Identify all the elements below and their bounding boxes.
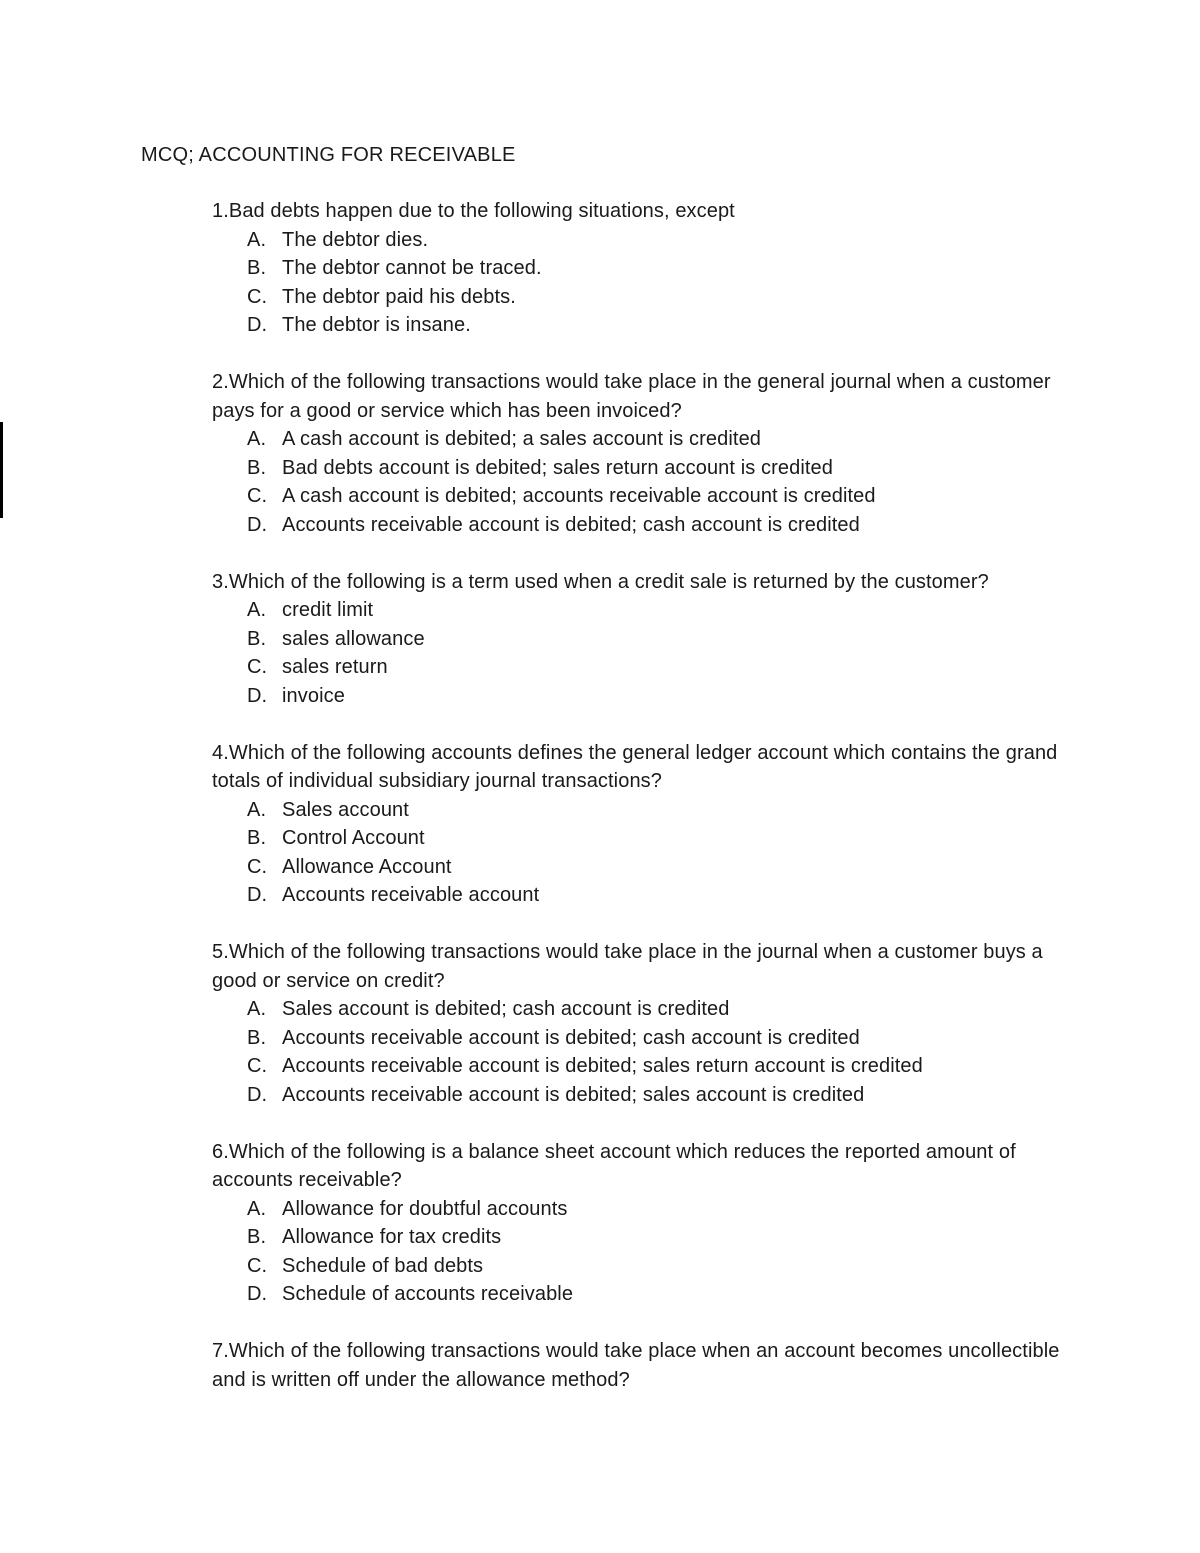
option-letter: B. — [247, 456, 267, 479]
question-6 — [212, 1138, 1072, 1309]
option-letter: D. — [247, 314, 268, 336]
option-b — [212, 1024, 1072, 1053]
option-list — [212, 796, 1072, 910]
option-text: A cash account is debited; accounts receivable account is credited — [282, 485, 876, 507]
option-text: Allowance for doubtful accounts — [282, 1197, 568, 1220]
question-text: Which of the following is a term used when a credit sale is returned by the customer? — [228, 570, 989, 593]
option-letter: A. — [247, 228, 267, 251]
question-list — [212, 197, 1072, 1423]
option-d — [212, 1280, 1072, 1309]
option-text: Accounts receivable account is debited; cash account is credited — [282, 513, 860, 536]
option-letter: C. — [247, 855, 268, 878]
option-c — [212, 1052, 1072, 1081]
question-number: 5. — [212, 941, 229, 963]
option-letter: D. — [247, 884, 268, 906]
option-text: Accounts receivable account is debited; sales account is credited — [282, 1083, 865, 1106]
option-letter: B. — [247, 257, 267, 279]
option-a — [212, 995, 1072, 1024]
option-letter: D. — [247, 1283, 268, 1305]
option-list — [212, 226, 1072, 340]
question-stem — [212, 1337, 1072, 1394]
option-d — [212, 311, 1072, 340]
option-letter: D. — [247, 1083, 268, 1106]
option-b — [212, 625, 1072, 654]
question-stem — [212, 368, 1072, 425]
option-letter: B. — [247, 1026, 267, 1049]
option-letter: A. — [247, 798, 267, 821]
option-text: Bad debts account is debited; sales return account is credited — [282, 456, 833, 479]
option-text: The debtor is insane. — [282, 314, 471, 336]
document-title: MCQ; ACCOUNTING FOR RECEIVABLE — [141, 144, 516, 166]
option-b — [212, 824, 1072, 853]
option-text: The debtor paid his debts. — [282, 285, 516, 308]
question-number: 1. — [212, 200, 229, 222]
option-letter: B. — [247, 1226, 267, 1248]
question-stem — [212, 1138, 1072, 1195]
option-a — [212, 796, 1072, 825]
option-text: sales allowance — [282, 627, 425, 650]
question-text: Which of the following transactions would take place in the general journal when a customer pays for a good or service which has been invoiced? — [212, 371, 1051, 422]
option-text: Schedule of bad debts — [282, 1254, 484, 1277]
option-b — [212, 1223, 1072, 1252]
option-text: credit limit — [282, 599, 374, 621]
question-number: 6. — [212, 1140, 229, 1163]
option-d — [212, 511, 1072, 540]
question-text: Which of the following is a balance sheet account which reduces the reported amount of accounts receivable? — [212, 1140, 1016, 1191]
option-text: Control Account — [282, 827, 425, 849]
option-c — [212, 853, 1072, 882]
option-d — [212, 881, 1072, 910]
option-letter: C. — [247, 656, 268, 678]
question-number: 7. — [212, 1340, 229, 1362]
option-text: A cash account is debited; a sales account is credited — [282, 428, 762, 450]
option-letter: A. — [247, 1197, 267, 1220]
option-text: sales return — [282, 656, 388, 678]
option-list — [212, 1195, 1072, 1309]
question-3 — [212, 568, 1072, 711]
option-d — [212, 682, 1072, 711]
option-c — [212, 653, 1072, 682]
option-a — [212, 596, 1072, 625]
option-letter: D. — [247, 513, 268, 536]
option-a — [212, 425, 1072, 454]
option-d — [212, 1081, 1072, 1110]
option-text: Sales account — [282, 798, 409, 821]
option-letter: C. — [247, 285, 268, 308]
question-1 — [212, 197, 1072, 340]
question-text: Bad debts happen due to the following situations, except — [228, 200, 735, 222]
option-text: Accounts receivable account is debited; sales return account is credited — [282, 1055, 923, 1077]
option-text: Schedule of accounts receivable — [282, 1283, 574, 1305]
option-b — [212, 454, 1072, 483]
option-letter: C. — [247, 1055, 268, 1077]
option-list — [212, 425, 1072, 539]
question-2 — [212, 368, 1072, 539]
question-text: Which of the following accounts defines the general ledger account which contains the grand totals of individual subsidiary journal transactions? — [212, 741, 1058, 792]
option-text: Sales account is debited; cash account is credited — [282, 998, 730, 1020]
question-5 — [212, 938, 1072, 1109]
question-number: 3. — [212, 570, 229, 593]
question-number: 4. — [212, 741, 229, 764]
option-list — [212, 995, 1072, 1109]
option-b — [212, 254, 1072, 283]
margin-marker — [0, 422, 3, 518]
option-a — [212, 226, 1072, 255]
question-text: Which of the following transactions would take place in the journal when a customer buys a good or service on credit? — [212, 941, 1043, 992]
option-text: Accounts receivable account is debited; cash account is credited — [282, 1026, 860, 1049]
option-letter: B. — [247, 627, 267, 650]
option-c — [212, 482, 1072, 511]
option-list — [212, 596, 1072, 710]
option-text: invoice — [282, 684, 345, 707]
option-letter: A. — [247, 428, 267, 450]
question-stem — [212, 739, 1072, 796]
option-c — [212, 283, 1072, 312]
question-stem — [212, 568, 1072, 597]
option-letter: C. — [247, 485, 268, 507]
option-text: Allowance for tax credits — [282, 1226, 502, 1248]
option-c — [212, 1252, 1072, 1281]
option-letter: C. — [247, 1254, 268, 1277]
question-text: Which of the following transactions would take place when an account becomes uncollectible and is written off under the allowance method? — [212, 1340, 1060, 1391]
option-text: The debtor dies. — [282, 228, 429, 251]
question-stem — [212, 938, 1072, 995]
option-a — [212, 1195, 1072, 1224]
option-letter: B. — [247, 827, 267, 849]
question-stem — [212, 197, 1072, 226]
option-letter: A. — [247, 599, 267, 621]
option-text: Allowance Account — [282, 855, 452, 878]
option-letter: D. — [247, 684, 268, 707]
question-number: 2. — [212, 371, 229, 393]
question-4 — [212, 739, 1072, 910]
option-text: The debtor cannot be traced. — [282, 257, 542, 279]
option-text: Accounts receivable account — [282, 884, 540, 906]
question-7 — [212, 1337, 1072, 1394]
option-letter: A. — [247, 998, 267, 1020]
